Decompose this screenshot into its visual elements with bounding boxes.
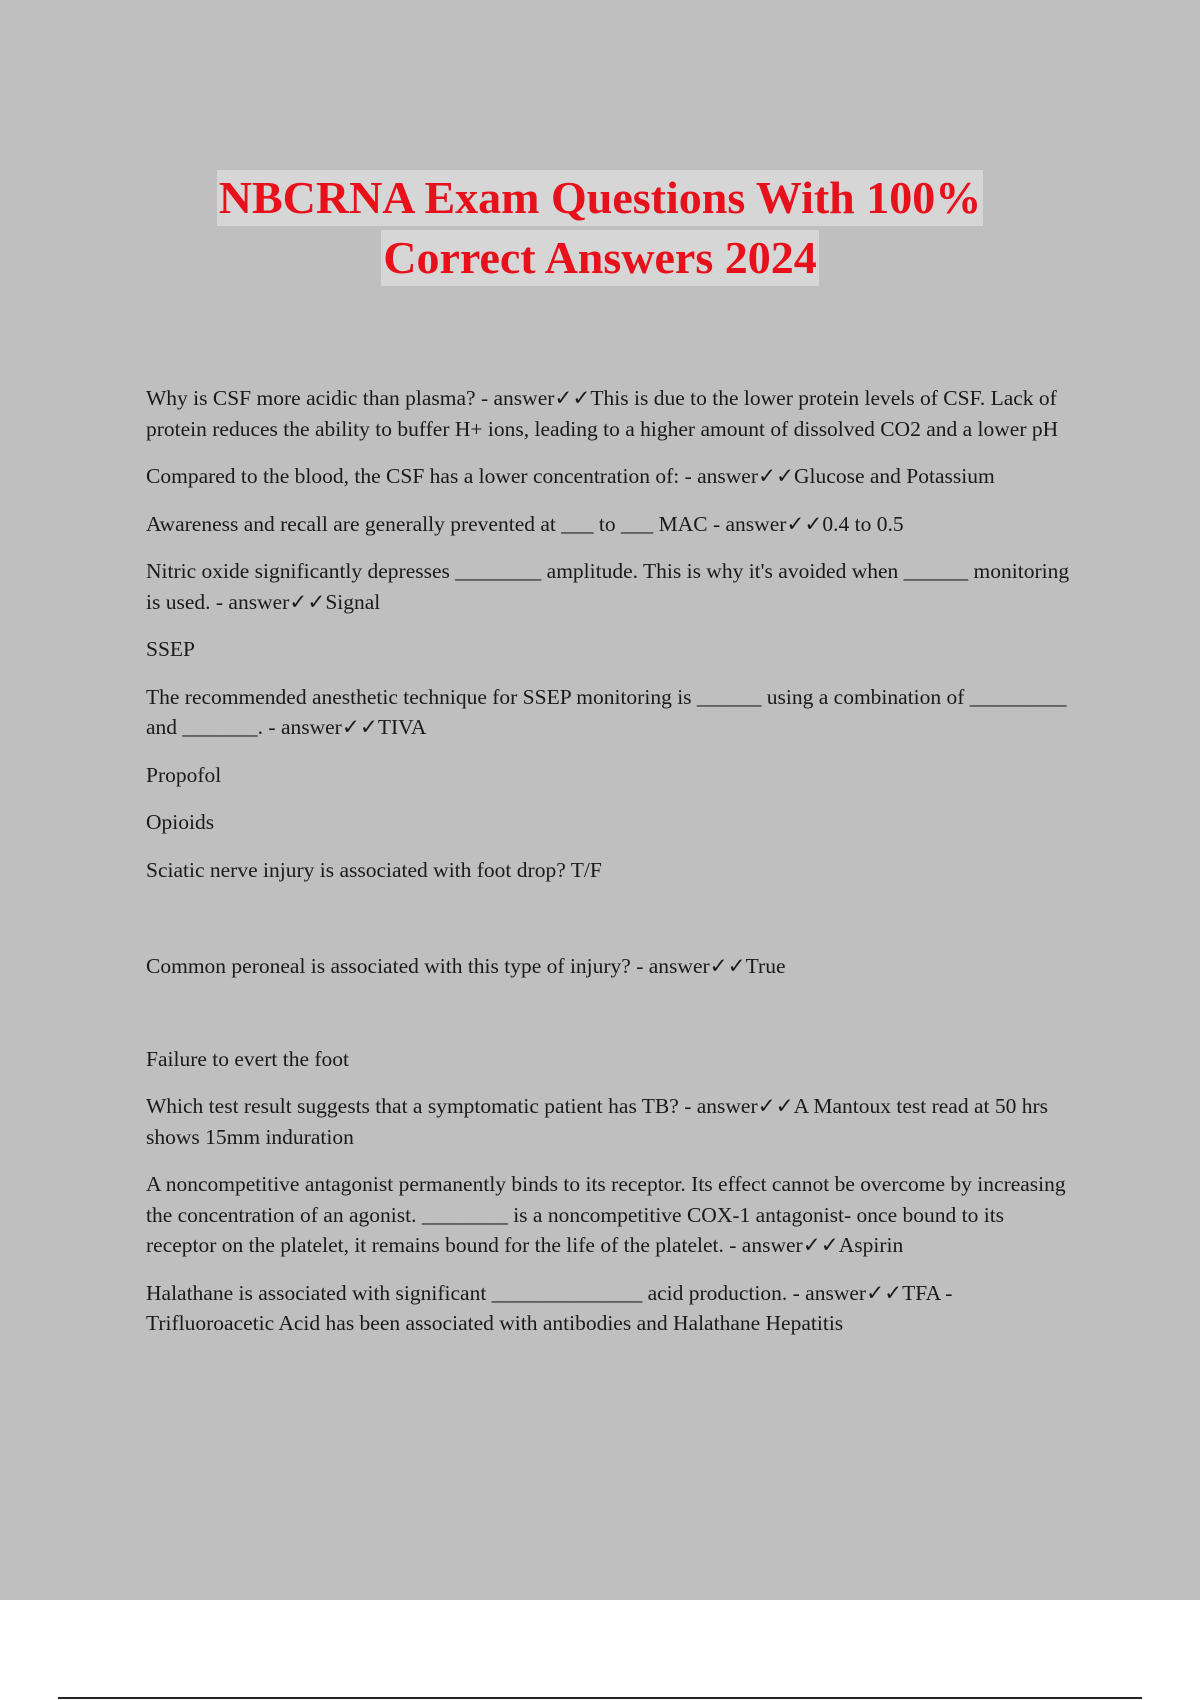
question-item: Sciatic nerve injury is associated with foot drop? T/F — [146, 857, 602, 882]
answer-line: Propofol — [146, 762, 222, 787]
document-title — [0, 170, 1200, 286]
question-item: Awareness and recall are generally prevented at ___ to ___ MAC - answer✓✓0.4 to 0.5 — [146, 511, 904, 536]
answer-line: Opioids — [146, 810, 215, 834]
title-line-2: Correct Answers 2024 — [381, 230, 819, 286]
question-item: Nitric oxide significantly depresses ________ amplitude. This is why it's avoided when ______ monitoring is used. - answer✓✓Signal — [146, 559, 1070, 614]
question-item: Halathane is associated with significant ______________ acid production. - answer✓✓TFA - Trifluoroacetic Acid has been associated with antibodies and Halathane Hepatitis — [146, 1280, 953, 1335]
question-item: A noncompetitive antagonist permanently binds to its receptor. Its effect cannot be overcome by increasing the concentration of an agonist. ________ is a noncompetitive COX-1 antagonist- once bound to its receptor on the platelet, it remains bound for the life of the platelet. - answer✓✓Aspirin — [146, 1172, 1066, 1257]
answer-line: SSEP — [146, 637, 196, 661]
answer-line: Failure to evert the foot — [146, 1046, 349, 1071]
question-item: The recommended anesthetic technique for SSEP monitoring is ______ using a combination of _________ and _______. - answer✓✓TIVA — [146, 684, 1067, 739]
question-item: Which test result suggests that a symptomatic patient has TB? - answer✓✓A Mantoux test read at 50 hrs shows 15mm induration — [146, 1094, 1049, 1149]
title-line-1: NBCRNA Exam Questions With 100% — [217, 170, 984, 226]
question-item: Why is CSF more acidic than plasma? - answer✓✓This is due to the lower protein levels of CSF. Lack of protein reduces the ability to buffer H+ ions, leading to a higher amount of dissolved CO2 and a lower pH — [146, 386, 1059, 441]
question-item: Common peroneal is associated with this type of injury? - answer✓✓True — [146, 954, 786, 978]
question-item: Compared to the blood, the CSF has a lower concentration of: - answer✓✓Glucose and Potassium — [146, 464, 995, 488]
question-list — [146, 383, 1076, 1339]
footer-divider — [58, 1697, 1142, 1699]
